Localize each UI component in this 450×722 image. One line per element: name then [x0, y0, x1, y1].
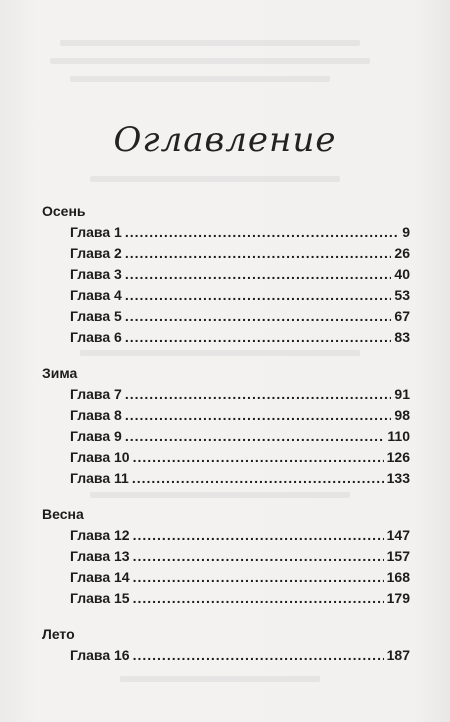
page-number: 157	[386, 548, 410, 564]
toc-section	[42, 362, 410, 489]
show-through-line	[60, 40, 360, 46]
page-number: 168	[386, 569, 410, 585]
section-title: Лето	[42, 626, 75, 642]
dot-leader	[125, 426, 385, 447]
chapter-label: Глава 11	[70, 470, 129, 486]
toc-entry	[42, 405, 410, 426]
chapter-label: Глава 6	[70, 329, 122, 345]
dot-leader	[125, 306, 392, 327]
toc-section	[42, 623, 410, 666]
toc-entry	[42, 327, 410, 348]
toc-entry	[42, 567, 410, 588]
section-title: Весна	[42, 506, 84, 522]
dot-leader	[125, 285, 392, 306]
chapter-label: Глава 14	[70, 569, 130, 585]
dot-leader	[133, 447, 384, 468]
section-title: Зима	[42, 365, 78, 381]
chapter-label: Глава 13	[70, 548, 130, 564]
page-number: 110	[387, 428, 410, 444]
toc-entry	[42, 306, 410, 327]
page-number: 53	[394, 287, 410, 303]
chapter-label: Глава 5	[70, 308, 122, 324]
section-title: Осень	[42, 203, 86, 219]
dot-leader	[133, 645, 384, 666]
page-number: 26	[394, 245, 410, 261]
page-number: 83	[394, 329, 410, 345]
dot-leader	[133, 567, 384, 588]
toc-section	[42, 503, 410, 609]
page-title: Оглавление	[113, 120, 337, 160]
toc-entry	[42, 264, 410, 285]
toc-section	[42, 200, 410, 348]
chapter-label: Глава 16	[70, 647, 130, 663]
toc-entry	[42, 447, 410, 468]
chapter-label: Глава 10	[70, 449, 130, 465]
show-through-line	[50, 58, 370, 64]
chapter-label: Глава 8	[70, 407, 122, 423]
toc-entry	[42, 546, 410, 567]
chapter-label: Глава 4	[70, 287, 122, 303]
dot-leader	[133, 525, 384, 546]
page-number: 133	[386, 470, 410, 486]
toc-entry	[42, 525, 410, 546]
dot-leader	[125, 222, 399, 243]
chapter-label: Глава 1	[70, 224, 122, 240]
page-number: 9	[402, 224, 410, 240]
chapter-label: Глава 3	[70, 266, 122, 282]
chapter-label: Глава 2	[70, 245, 122, 261]
dot-leader	[132, 468, 384, 489]
toc-entry	[42, 588, 410, 609]
toc-entry	[42, 243, 410, 264]
show-through-line	[70, 76, 330, 82]
page-number: 187	[386, 647, 410, 663]
page-number: 67	[394, 308, 410, 324]
toc-entry	[42, 222, 410, 243]
toc-entry	[42, 426, 410, 447]
toc-entry	[42, 384, 410, 405]
page-number: 40	[394, 266, 410, 282]
show-through-line	[90, 176, 340, 182]
toc-entry	[42, 468, 410, 489]
page-number: 91	[394, 386, 410, 402]
dot-leader	[125, 405, 392, 426]
toc-entry	[42, 645, 410, 666]
dot-leader	[133, 546, 384, 567]
dot-leader	[125, 327, 392, 348]
chapter-label: Глава 12	[70, 527, 130, 543]
toc-entry	[42, 285, 410, 306]
chapter-label: Глава 7	[70, 386, 122, 402]
dot-leader	[125, 243, 392, 264]
page-number: 98	[394, 407, 410, 423]
page-number: 179	[386, 590, 410, 606]
chapter-label: Глава 9	[70, 428, 122, 444]
page-number: 147	[386, 527, 410, 543]
dot-leader	[133, 588, 384, 609]
chapter-label: Глава 15	[70, 590, 130, 606]
dot-leader	[125, 264, 392, 285]
page-number: 126	[386, 449, 410, 465]
dot-leader	[125, 384, 392, 405]
table-of-contents	[42, 200, 410, 680]
